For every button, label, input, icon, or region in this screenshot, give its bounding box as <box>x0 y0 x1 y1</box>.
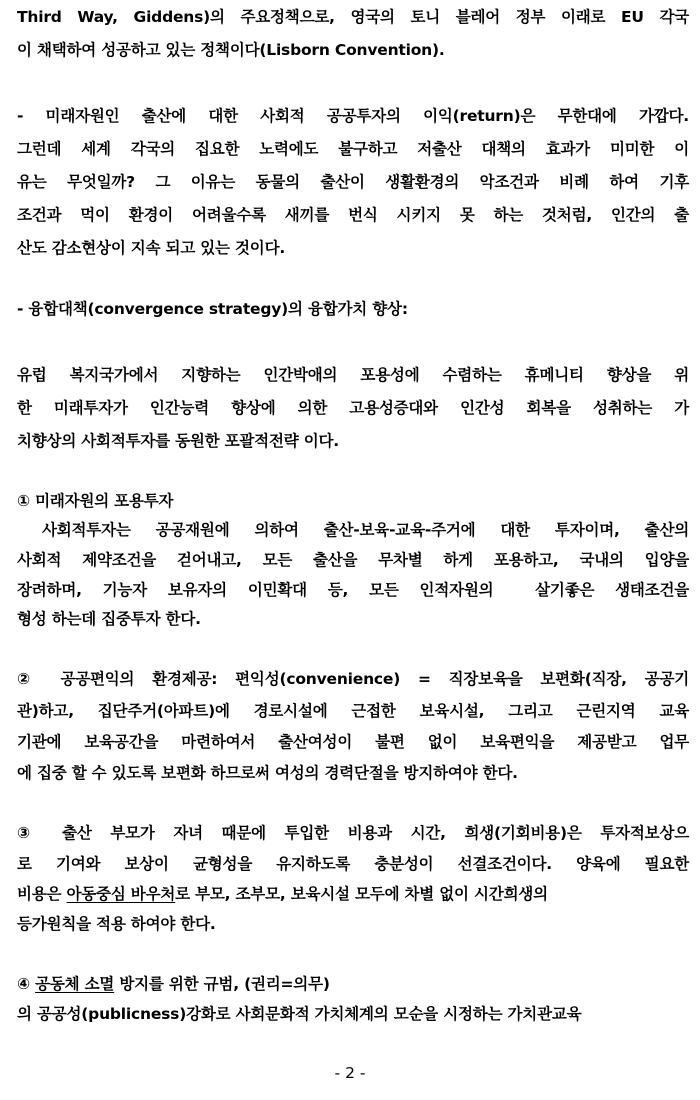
text-line: 사회적투자는 공공재원에 의하여 출산-보육-교육-주거에 대한 투자이며, 출산의 <box>17 521 689 539</box>
text-line: 형성 하는데 집중투자 한다. <box>17 610 201 628</box>
text-line: Third Way, Giddens)의 주요정책으로, 영국의 토니 블레어 정부 이래로 EU 각국 <box>17 8 689 26</box>
text-line: 로 기여와 보상이 균형성을 유지하도록 충분성이 선결조건이다. 양육에 필요한 <box>17 855 689 873</box>
text-line: 치향상의 사회적투자를 동원한 포괄적전략 이다. <box>17 432 339 450</box>
text-line: 이 채택하여 성공하고 있는 정책이다(Lisborn Convention). <box>17 41 445 59</box>
text-segment: 방지를 위한 규범, (권리=의무) <box>114 975 330 993</box>
underlined-term: 공동체 소멸 <box>35 975 115 993</box>
text-line: ② 공공편익의 환경제공: 편익성(convenience) = 직장보육을 보편화(직장, 공공기 <box>17 670 689 688</box>
text-segment: ④ <box>17 975 36 993</box>
text-line: 관)하고, 집단주거(아파트)에 경로시설에 근접한 보육시설, 그리고 근린지역 교육 <box>17 702 689 720</box>
text-line: 한 미래투자가 인간능력 향상에 의한 고용성증대와 인간성 회복을 성취하는 가 <box>17 399 689 417</box>
text-line: 기관에 보육공간을 마련하여서 출산여성이 불편 없이 보육편익을 제공받고 업무 <box>17 733 689 751</box>
text-segment: 로 부모, 조부모, 보육시설 모두에 차별 없이 시간희생의 <box>175 885 548 903</box>
text-line: 산도 감소현상이 지속 되고 있는 것이다. <box>17 239 286 257</box>
text-line: 조건과 먹이 환경이 어려울수록 새끼를 번식 시키지 못 하는 것처럼, 인간의 출 <box>17 206 689 224</box>
text-line: 유는 무엇일까? 그 이유는 동물의 출산이 생활환경의 악조건과 비례 하여 기후 <box>17 173 689 191</box>
item-heading: ① 미래자원의 포용투자 <box>17 492 174 510</box>
text-line: 유럽 복지국가에서 지향하는 인간박애의 포용성에 수렴하는 휴메니티 향상을 위 <box>17 366 689 384</box>
text-line: 의 공공성(publicness)강화로 사회문화적 가치체계의 모순을 시정하는 가치관교육 <box>17 1005 582 1023</box>
text-line: 에 집중 할 수 있도록 보편화 하므로써 여성의 경력단절을 방지하여야 한다. <box>17 764 518 782</box>
text-line: 등가원칙을 적용 하여야 한다. <box>17 915 216 933</box>
text-segment: 비용은 <box>17 885 67 903</box>
text-line: - 미래자원인 출산에 대한 사회적 공공투자의 이익(return)은 무한대에 가깝다. <box>17 107 689 125</box>
text-line <box>17 879 689 909</box>
text-line: ③ 출산 부모가 자녀 때문에 투입한 비용과 시간, 희생(기회비용)은 투자적보상으 <box>17 824 689 842</box>
item-heading <box>17 969 689 999</box>
page-number: - 2 - <box>334 1064 366 1082</box>
text-line: 장려하며, 기능자 보유자의 이민확대 등, 모든 인적자원의 살기좋은 생태조건을 <box>17 581 689 599</box>
text-line: 사회적 제약조건을 걷어내고, 모든 출산을 무차별 하게 포용하고, 국내의 입양을 <box>17 551 689 569</box>
underlined-term: 아동중심 바우처 <box>66 885 176 903</box>
text-line: 그런데 세계 각국의 집요한 노력에도 불구하고 저출산 대책의 효과가 미미한 이 <box>17 140 689 158</box>
section-heading: - 융합대책(convergence strategy)의 융합가치 향상: <box>17 300 408 318</box>
